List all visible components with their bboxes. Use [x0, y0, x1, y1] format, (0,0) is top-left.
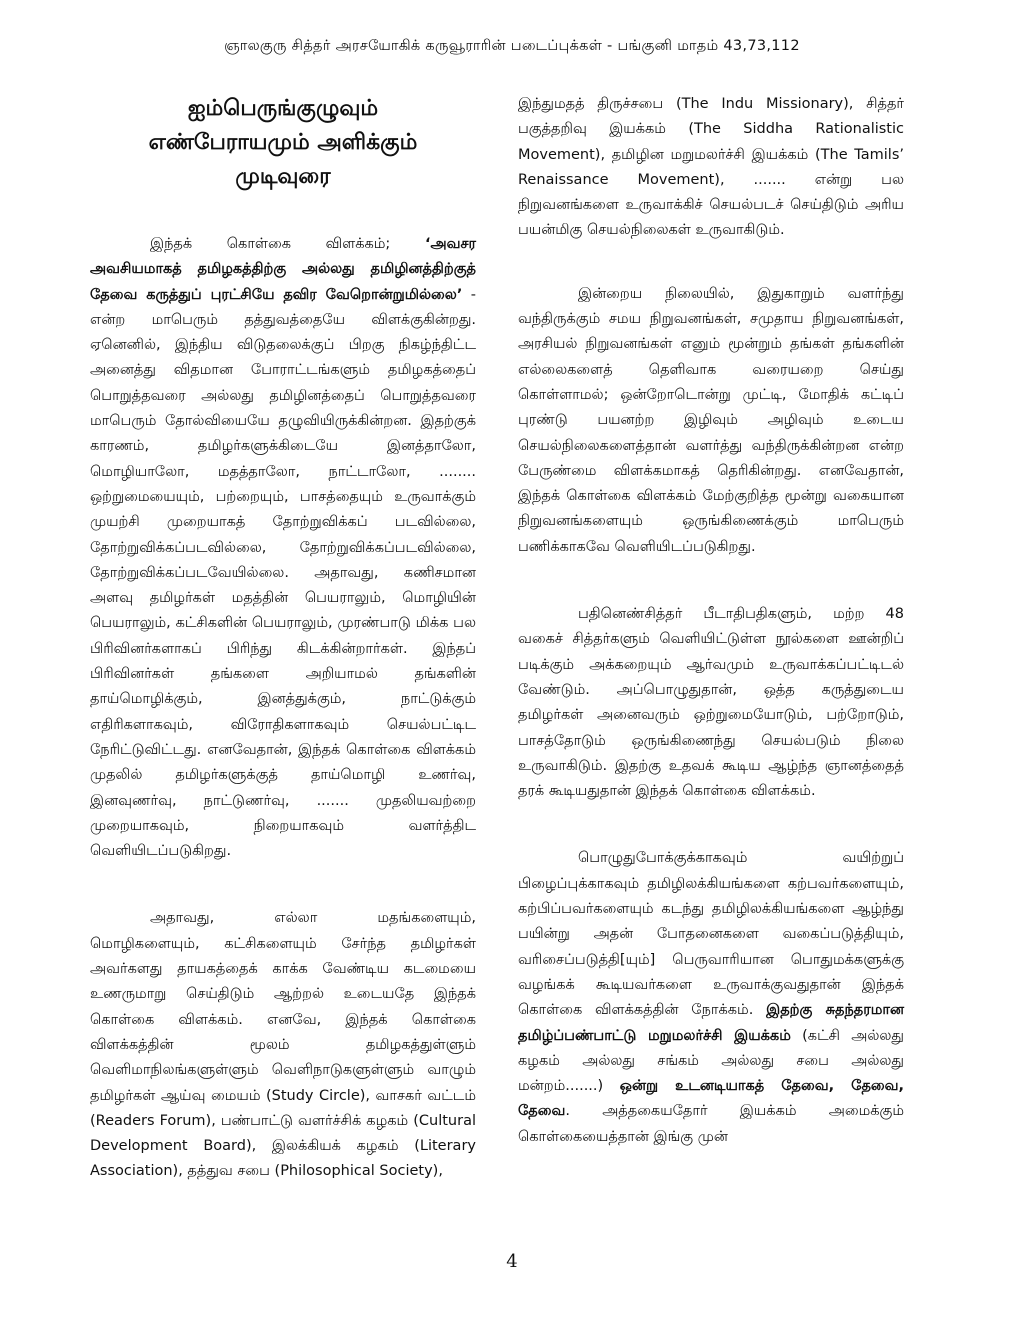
article-title [90, 92, 476, 194]
title-line-3: முடிவுரை [235, 164, 331, 189]
paragraph-1-lead: இந்தக் கொள்கை விளக்கம்; [150, 236, 425, 252]
paragraph-4 [518, 602, 904, 804]
paragraph-5-lead: பொழுதுபோக்குக்காகவும் வயிற்றுப் பிழைப்புக்காகவும் தமிழிலக்கியங்களை கற்பவர்களையும், கற்பிப்பவர்களையும் கடந்து தமிழிலக்கியங்களை ஆழ்ந்து பயின்று அதன் போதனைகளை வகைப்படுத்தியும், வரிசைப்படுத்தி[யும்] பெருவாரியான பொதுமக்களுக்கு வழங்கக் கூடியவர்களை உருவாக்குவதுதான் இந்தக் கொள்கை விளக்கத்தின் நோக்கம். [518, 850, 904, 1019]
title-line-2: எண்பேராயமும் அளிக்கும் [148, 130, 418, 155]
page-number: 4 [506, 1251, 518, 1272]
paragraph-2-continued-body: இந்துமதத் திருச்சபை (The Indu Missionary), சித்தர் பகுத்தறிவு இயக்கம் (The Siddha Rationalistic Movement), தமிழின மறுமலர்ச்சி இயக்கம் (The Tamils’ Renaissance Movement), ....... என்று பல நிறுவனங்களை உருவாக்கிச் செயல்படச் செய்திடும் அரிய பயன்மிகு செயல்நிலைகள் உருவாகிடும். [518, 96, 904, 239]
running-header: ஞாலகுரு சித்தர் அரசயோகிக் கருவூராரின் படைப்புக்கள் - பங்குனி மாதம் 43,73,112 [224, 38, 800, 54]
paragraph-5-emphasis-2: ஒன்று உடனடியாகத் தேவை, தேவை, தேவை [518, 1078, 904, 1120]
title-line-1: ஐம்பெருங்குழுவும் [187, 96, 379, 121]
paragraph-5-emphasis-1: இதற்கு சுதந்தரமான தமிழ்ப்பண்பாட்டு மறுமலர்ச்சி இயக்கம் [518, 1002, 905, 1044]
paragraph-3-body: இன்றைய நிலையில், இதுகாறும் வளர்ந்து வந்திருக்கும் சமய நிறுவனங்கள், சமுதாய நிறுவனங்கள், அரசியல் நிறுவனங்கள் எனும் மூன்றும் தங்கள் தங்களின் எல்லைகளைத் தெளிவாக வரையறை செய்து கொள்ளாமல்; ஒன்றோடொன்று முட்டி, மோதிக் கட்டிப் புரண்டு பயனற்ற இழிவும் அழிவும் உடைய செயல்நிலைகளைத்தான் வளர்த்து வந்திருக்கின்றன என்ற பேருண்மை விளக்கமாகத் தெரிகின்றது. எனவேதான், இந்தக் கொள்கை விளக்கம் மேற்குறித்த மூன்று வகையான நிறுவனங்களையும் ஒருங்கிணைக்கும் மாபெரும் பணிக்காகவே வெளியிடப்படுகிறது. [518, 285, 904, 555]
paragraph-1-emphasis: ‘அவசர அவசியமாகத் தமிழகத்திற்கு அல்லது தமிழினத்திற்குத் தேவை கருத்துப் புரட்சியே தவிர வேறொன்றுமில்லை’ [90, 236, 476, 303]
paragraph-3 [518, 282, 904, 560]
paragraph-2 [90, 906, 476, 1184]
paragraph-1-body: - என்ற மாபெரும் தத்துவத்தையே விளக்குகின்றது. ஏனெனில், இந்திய விடுதலைக்குப் பிறகு நிகழ்ந்திட்ட அனைத்து விதமான போராட்டங்களும் தமிழகத்தைப் பொறுத்தவரை அல்லது தமிழினத்தைப் பொறுத்தவரை மாபெரும் தோல்வியையே தழுவியிருக்கின்றன. இதற்குக் காரணம், தமிழர்களுக்கிடையே இனத்தாலோ, மொழியாலோ, மதத்தாலோ, நாட்டாலோ, ........ ஒற்றுமையையும், பற்றையும், பாசத்தையும் உருவாக்கும் முயற்சி முறையாகத் தோற்றுவிக்கப் படவில்லை, தோற்றுவிக்கப்படவில்லை, தோற்றுவிக்கப்படவில்லை, தோற்றுவிக்கப்படவேயில்லை. அதாவது, கணிசமான அளவு தமிழர்கள் மதத்தின் பெயராலும், மொழியின் பெயராலும், கட்சிகளின் பெயராலும், முரண்பாடு மிக்க பல பிரிவினர்களாகப் பிரிந்து கிடக்கின்றார்கள். இந்தப் பிரிவினர்கள் தங்களை அறியாமல் தங்களின் தாய்மொழிக்கும், இனத்துக்கும், நாட்டுக்கும் எதிரிகளாகவும், விரோதிகளாகவும் செயல்பட்டிட நேரிட்டுவிட்டது. எனவேதான், இந்தக் கொள்கை விளக்கம் முதலில் தமிழர்களுக்குத் தாய்மொழி உணர்வு, இனவுணர்வு, நாட்டுணர்வு, ....... முதலியவற்றை முறையாகவும், நிறையாகவும் வளர்த்திட வெளியிடப்படுகிறது. [90, 286, 476, 860]
paragraph-5-middle: (கட்சி அல்லது கழகம் அல்லது சங்கம் அல்லது சபை அல்லது மன்றம்.......) [518, 1027, 904, 1095]
paragraph-4-body: பதினெண்சித்தர் பீடாதிபதிகளும், மற்ற 48 வகைச் சித்தர்களும் வெளியிட்டுள்ள நூல்களை ஊன்றிப் படிக்கும் அக்கறையும் ஆர்வமும் உருவாக்கப்பட்டிடல் வேண்டும். அப்பொழுதுதான், ஒத்த கருத்துடைய தமிழர்கள் அனைவரும் ஒற்றுமையோடும், பற்றோடும், பாசத்தோடும் ஒருங்கிணைந்து செயல்படும் நிலை உருவாகிடும். இதற்கு உதவக் கூடிய ஆழ்ந்த ஞானத்தைத் தரக் கூடியதுதான் இந்தக் கொள்கை விளக்கம். [518, 606, 904, 800]
paragraph-2-body: அதாவது, எல்லா மதங்களையும், மொழிகளையும், கட்சிகளையும் சேர்ந்த தமிழர்கள் அவர்களது தாயகத்தைக் காக்க வேண்டிய கடமையை உணருமாறு செய்திடும் ஆற்றல் உடையதே இந்தக் கொள்கை விளக்கம். எனவே, இந்தக் கொள்கை விளக்கத்தின் மூலம் தமிழகத்துள்ளும் வெளிமாநிலங்களுள்ளும் வெளிநாடுகளுள்ளும் வாழும் தமிழர்கள் ஆய்வு மையம் (Study Circle), வாசகர் வட்டம் (Readers Forum), பண்பாட்டு வளர்ச்சிக் கழகம் (Cultural Development Board), இலக்கியக் கழகம் (Literary Association), தத்துவ சபை (Philosophical Society), [90, 910, 476, 1180]
paragraph-2-continued [518, 92, 904, 244]
left-column [90, 92, 476, 1185]
paragraph-1 [90, 232, 476, 864]
paragraph-5 [518, 846, 904, 1150]
paragraph-5-end: . அத்தகையதோர் இயக்கம் அமைக்கும் கொள்கையைத்தான் இங்கு முன் [518, 1103, 904, 1145]
right-column [518, 92, 904, 1150]
